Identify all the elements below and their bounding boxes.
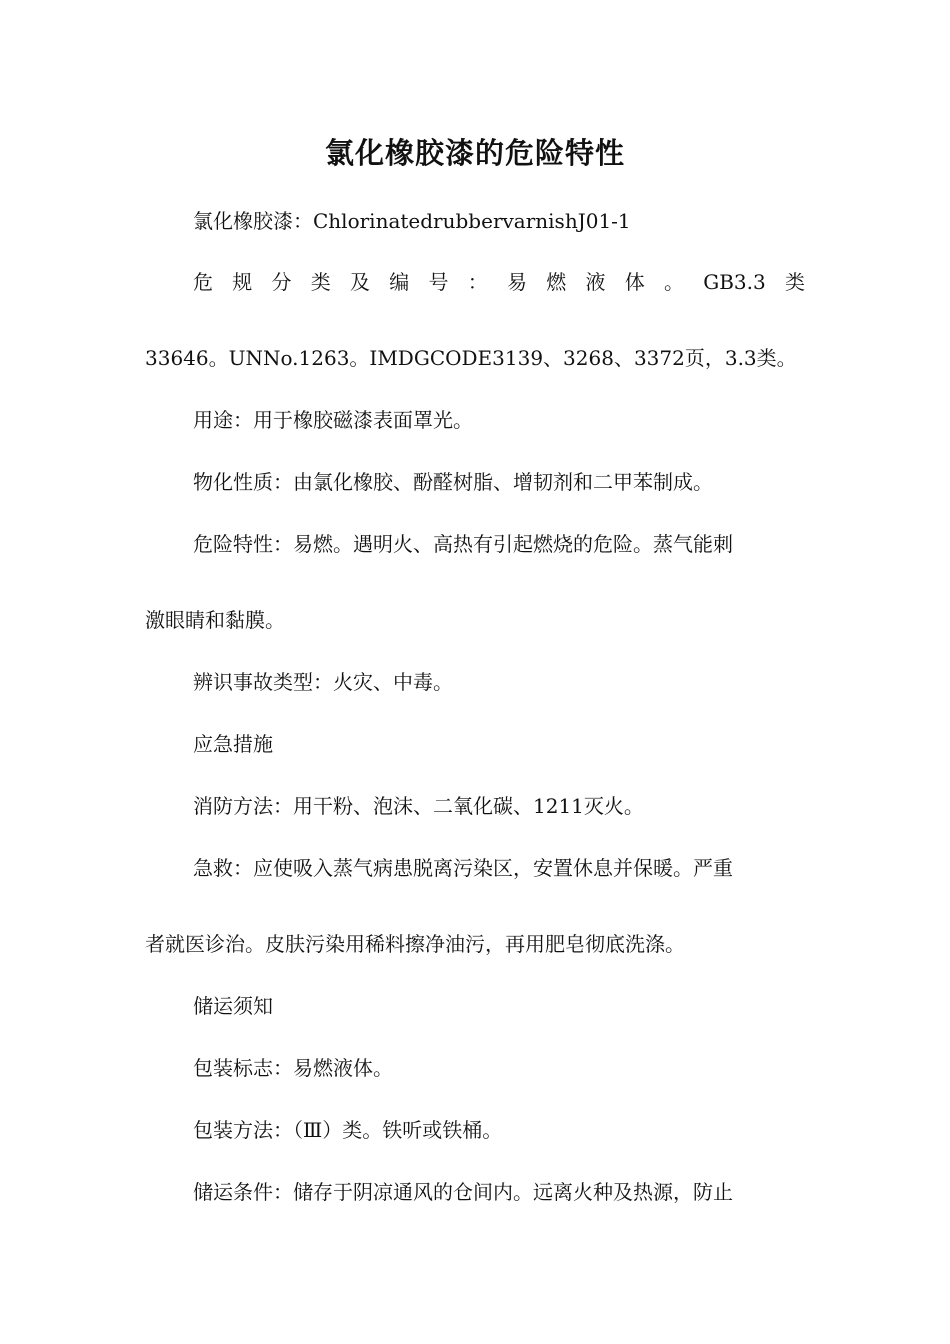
document-title: 氯化橡胶漆的危险特性 [324,136,625,170]
paragraph-line-classification [193,267,805,297]
justified-token: 。 [664,270,684,294]
justified-token: 燃 [546,270,567,294]
paragraph-line-hazard-cont: 激眼睛和黏膜。 [145,608,285,632]
paragraph-line-usage: 用途：用于橡胶磁漆表面罩光。 [193,408,473,432]
justified-token: 号 [428,270,449,294]
section-heading-emergency: 应急措施 [193,732,273,756]
section-heading-storage: 储运须知 [193,994,273,1018]
justified-token: 易 [507,270,527,294]
paragraph-line-package-mark: 包装标志：易燃液体。 [193,1056,393,1080]
paragraph-line-accident-type: 辨识事故类型：火灾、中毒。 [193,670,453,694]
justified-token: ： [467,270,488,294]
paragraph-line-classification-cont: 33646。UNNo.1263。IMDGCODE3139、3268、3372页，3.3类。 [145,346,797,370]
justified-token: 及 [350,270,370,294]
justified-token: GB3.3 [703,270,766,294]
justified-token: 规 [232,270,253,294]
paragraph-line-hazard: 危险特性：易燃。遇明火、高热有引起燃烧的危险。蒸气能刺 [193,532,733,556]
justified-token: 类 [310,270,331,294]
justified-token: 类 [784,270,805,294]
justified-token: 危 [193,270,213,294]
paragraph-line-package-method: 包装方法：（Ⅲ）类。铁听或铁桶。 [193,1118,503,1142]
paragraph-line-first-aid-cont: 者就医诊治。皮肤污染用稀料擦净油污，再用肥皂彻底洗涤。 [145,932,685,956]
paragraph-line-first-aid: 急救：应使吸入蒸气病患脱离污染区，安置休息并保暖。严重 [193,856,733,880]
justified-token: 体 [624,270,645,294]
justified-token: 分 [271,270,292,294]
justified-token: 液 [585,270,606,294]
paragraph-line-firefighting: 消防方法：用干粉、泡沫、二氧化碳、1211灭火。 [193,794,644,818]
paragraph-line-storage-conditions: 储运条件：储存于阴凉通风的仓间内。远离火种及热源，防止 [193,1180,733,1204]
paragraph-line-properties: 物化性质：由氯化橡胶、酚醛树脂、增韧剂和二甲苯制成。 [193,470,713,494]
paragraph-line-name: 氯化橡胶漆：ChlorinatedrubbervarnishJ01-1 [193,209,631,233]
justified-token: 编 [389,270,410,294]
